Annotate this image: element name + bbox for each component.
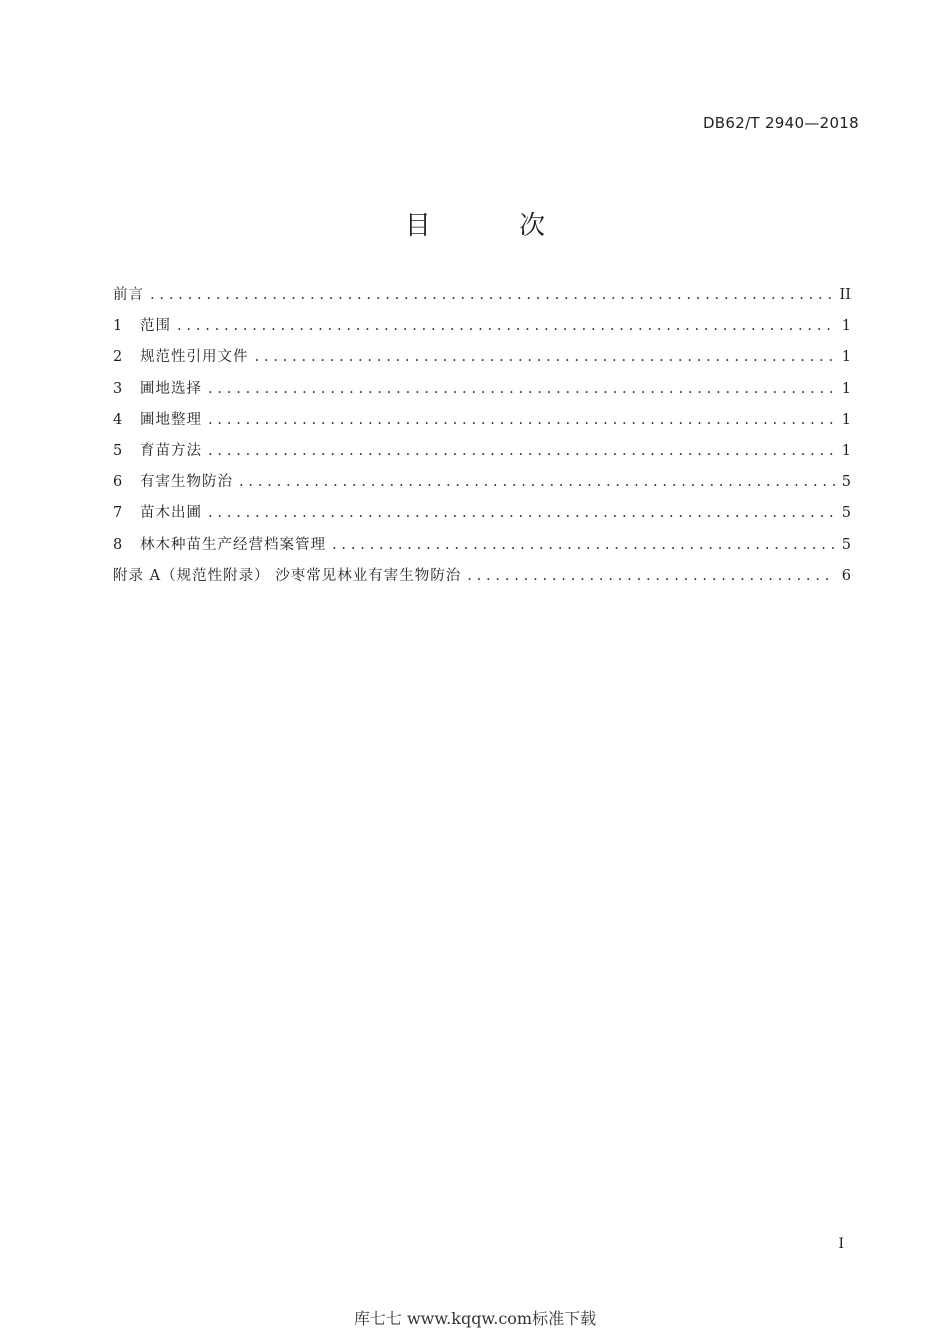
toc-entry-2[interactable] xyxy=(113,345,851,376)
toc-entry-label: 苗木出圃 xyxy=(140,505,202,522)
page-number: I xyxy=(838,1236,844,1252)
toc-entry-label: 规范性引用文件 xyxy=(140,349,249,366)
toc-entry-page: 1 xyxy=(841,318,851,335)
toc-entry-number: 8 xyxy=(113,536,123,553)
toc-entry-label: 附录 A（规范性附录） 沙枣常见林业有害生物防治 xyxy=(113,567,462,584)
toc-leader-dots xyxy=(255,349,836,365)
toc-entry-1[interactable] xyxy=(113,314,851,345)
toc-entry-label: 前言 xyxy=(113,287,144,303)
toc-entry-page: 5 xyxy=(841,505,851,522)
toc-entry-label: 范围 xyxy=(140,318,171,335)
toc-entry-number: 2 xyxy=(113,349,123,366)
toc-leader-dots xyxy=(239,474,835,490)
toc-entry-8[interactable] xyxy=(113,533,851,564)
toc-entry-appendix-a[interactable] xyxy=(113,564,851,595)
toc-leader-dots xyxy=(208,381,835,397)
toc-entry-3[interactable] xyxy=(113,377,851,408)
toc-entry-7[interactable] xyxy=(113,501,851,532)
page-title: 目 次 xyxy=(404,211,586,241)
toc-entry-label: 圃地整理 xyxy=(140,411,202,428)
toc-entry-number: 3 xyxy=(113,380,123,397)
toc-entry-label: 林木种苗生产经营档案管理 xyxy=(140,536,326,553)
toc-entry-5[interactable] xyxy=(113,439,851,470)
footer-watermark: 库七七 www.kqqw.com标准下载 xyxy=(353,1309,597,1328)
toc-entry-number: 7 xyxy=(113,505,123,522)
toc-leader-dots xyxy=(177,318,835,334)
toc-entry-page: 1 xyxy=(841,442,851,459)
toc-entry-4[interactable] xyxy=(113,408,851,439)
toc-entry-number: 5 xyxy=(113,442,123,459)
toc-leader-dots xyxy=(208,412,835,428)
toc-entry-number: 4 xyxy=(113,411,123,428)
toc-leader-dots xyxy=(332,537,835,553)
toc-entry-page: 1 xyxy=(841,411,851,428)
toc-entry-page: II xyxy=(839,287,851,303)
toc-entry-page: 5 xyxy=(841,536,851,553)
toc-entry-page: 5 xyxy=(841,474,851,491)
toc-leader-dots xyxy=(208,505,835,521)
toc-entry-number: 6 xyxy=(113,474,123,491)
toc-entry-label: 育苗方法 xyxy=(140,442,202,459)
toc-entry-page: 1 xyxy=(841,349,851,366)
toc-entry-page: 6 xyxy=(841,567,851,584)
toc-entry-page: 1 xyxy=(841,380,851,397)
toc-entry-6[interactable] xyxy=(113,470,851,501)
toc-entry-label: 圃地选择 xyxy=(140,380,202,397)
toc-entry-foreword[interactable] xyxy=(113,283,851,314)
toc-leader-dots xyxy=(150,287,834,303)
toc-entry-number: 1 xyxy=(113,318,123,335)
table-of-contents xyxy=(113,283,851,595)
toc-leader-dots xyxy=(208,443,835,459)
standard-code: DB62/T 2940—2018 xyxy=(702,114,859,132)
toc-leader-dots xyxy=(467,568,835,584)
toc-entry-label: 有害生物防治 xyxy=(140,474,233,491)
